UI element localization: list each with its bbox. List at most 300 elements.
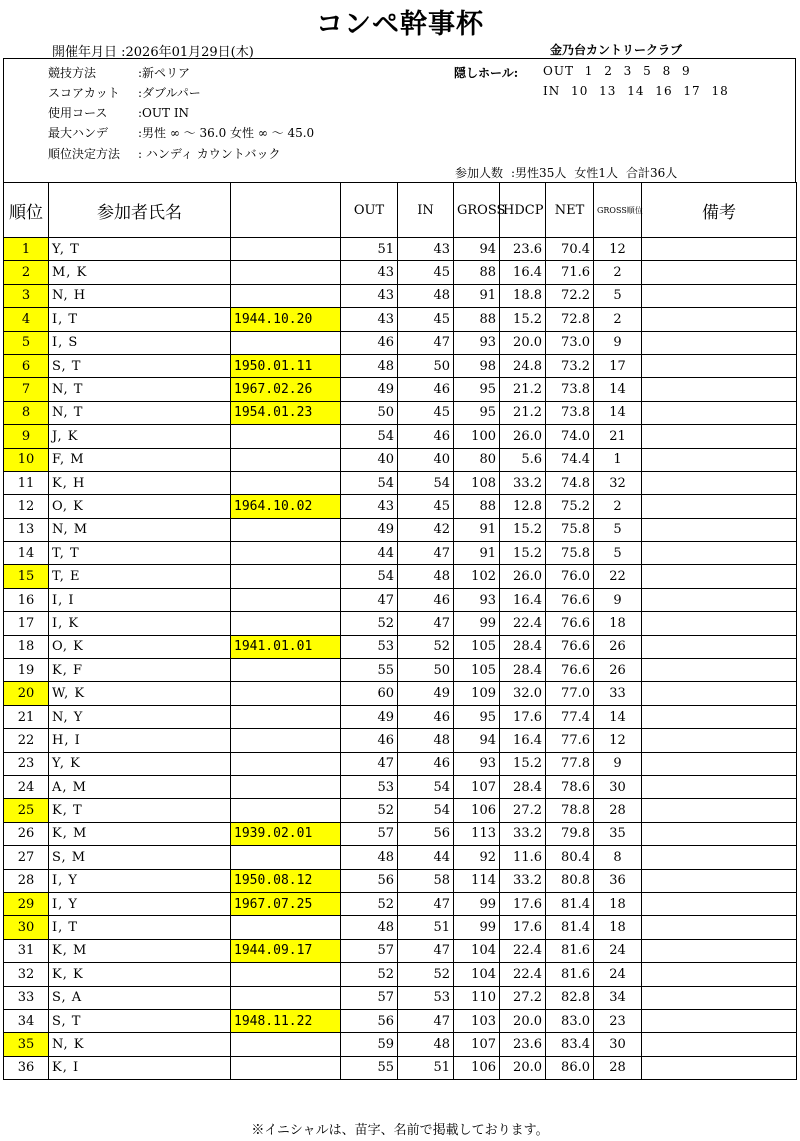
rank-cell: 16 <box>4 588 49 611</box>
hdcp-cell: 11.6 <box>500 846 546 869</box>
gross-cell: 80 <box>454 448 500 471</box>
out-cell: 48 <box>341 354 398 377</box>
hdcp-cell: 28.4 <box>500 659 546 682</box>
gross-cell: 88 <box>454 495 500 518</box>
gross-rank-cell: 5 <box>594 518 642 541</box>
in-cell: 45 <box>398 401 454 424</box>
hdcp-cell: 5.6 <box>500 448 546 471</box>
club-name: 金乃台カントリークラブ <box>550 43 683 57</box>
hdcp-cell: 16.4 <box>500 729 546 752</box>
table-row <box>4 1033 797 1056</box>
table-row <box>4 425 797 448</box>
out-cell: 43 <box>341 284 398 307</box>
gross-rank-cell: 8 <box>594 846 642 869</box>
table-row <box>4 261 797 284</box>
hdcp-cell: 27.2 <box>500 799 546 822</box>
hdcp-cell: 15.2 <box>500 308 546 331</box>
event-date: 開催年月日 :2026年01月29日(木) <box>52 45 254 60</box>
gross-cell: 106 <box>454 1056 500 1079</box>
name-cell: N, T <box>49 378 231 401</box>
net-cell: 81.4 <box>546 916 594 939</box>
in-cell: 54 <box>398 799 454 822</box>
name-cell: J, K <box>49 425 231 448</box>
name-cell: T, E <box>49 565 231 588</box>
out-cell: 60 <box>341 682 398 705</box>
name-cell: O, K <box>49 635 231 658</box>
in-cell: 47 <box>398 612 454 635</box>
gross-rank-cell: 33 <box>594 682 642 705</box>
info-maxhcp-value: :男性 ∞ 〜 36.0 女性 ∞ 〜 45.0 <box>138 126 315 140</box>
birthday-cell <box>231 682 341 705</box>
hdcp-cell: 17.6 <box>500 916 546 939</box>
gross-rank-cell: 18 <box>594 916 642 939</box>
birthday-cell <box>231 729 341 752</box>
note-cell <box>642 471 797 494</box>
birthday-cell: 1950.01.11 <box>231 354 341 377</box>
in-cell: 54 <box>398 775 454 798</box>
table-row <box>4 518 797 541</box>
note-cell <box>642 518 797 541</box>
gross-rank-cell: 23 <box>594 1009 642 1032</box>
out-cell: 53 <box>341 635 398 658</box>
net-cell: 77.8 <box>546 752 594 775</box>
hdcp-cell: 23.6 <box>500 238 546 261</box>
hdcp-cell: 23.6 <box>500 1033 546 1056</box>
gross-cell: 93 <box>454 588 500 611</box>
info-scorecut-label: スコアカット <box>48 86 120 100</box>
in-cell: 45 <box>398 261 454 284</box>
net-cell: 76.6 <box>546 588 594 611</box>
in-cell: 49 <box>398 682 454 705</box>
name-cell: I, I <box>49 588 231 611</box>
rank-cell: 10 <box>4 448 49 471</box>
gross-rank-cell: 24 <box>594 963 642 986</box>
note-cell <box>642 1033 797 1056</box>
table-row <box>4 963 797 986</box>
name-cell: K, K <box>49 963 231 986</box>
rank-cell: 1 <box>4 238 49 261</box>
name-cell: S, T <box>49 354 231 377</box>
out-cell: 54 <box>341 471 398 494</box>
name-cell: N, M <box>49 518 231 541</box>
gross-rank-cell: 14 <box>594 401 642 424</box>
name-cell: M, K <box>49 261 231 284</box>
note-cell <box>642 378 797 401</box>
in-cell: 47 <box>398 331 454 354</box>
net-cell: 74.8 <box>546 471 594 494</box>
in-cell: 47 <box>398 1009 454 1032</box>
gross-rank-cell: 2 <box>594 308 642 331</box>
net-cell: 78.6 <box>546 775 594 798</box>
gross-rank-cell: 9 <box>594 331 642 354</box>
info-rankrule-label: 順位決定方法 <box>48 147 121 161</box>
gross-rank-cell: 2 <box>594 495 642 518</box>
rank-cell: 24 <box>4 775 49 798</box>
table-row <box>4 308 797 331</box>
birthday-cell: 1939.02.01 <box>231 822 341 845</box>
hdcp-cell: 33.2 <box>500 471 546 494</box>
rank-cell: 36 <box>4 1056 49 1079</box>
rank-cell: 8 <box>4 401 49 424</box>
gross-cell: 105 <box>454 635 500 658</box>
name-cell: Y, T <box>49 238 231 261</box>
net-cell: 81.6 <box>546 963 594 986</box>
rank-cell: 32 <box>4 963 49 986</box>
gross-cell: 110 <box>454 986 500 1009</box>
birthday-cell <box>231 331 341 354</box>
header-hdcp: HDCP <box>500 183 546 238</box>
birthday-cell <box>231 471 341 494</box>
table-row <box>4 869 797 892</box>
note-cell <box>642 261 797 284</box>
birthday-cell <box>231 1033 341 1056</box>
hdcp-cell: 20.0 <box>500 1009 546 1032</box>
in-cell: 43 <box>398 238 454 261</box>
birthday-cell <box>231 1056 341 1079</box>
gross-cell: 114 <box>454 869 500 892</box>
header-rank: 順位 <box>4 183 49 238</box>
note-cell <box>642 612 797 635</box>
gross-cell: 88 <box>454 308 500 331</box>
rank-cell: 11 <box>4 471 49 494</box>
out-cell: 50 <box>341 401 398 424</box>
table-row <box>4 705 797 728</box>
gross-cell: 105 <box>454 659 500 682</box>
table-row <box>4 238 797 261</box>
note-cell <box>642 401 797 424</box>
out-cell: 48 <box>341 916 398 939</box>
in-cell: 47 <box>398 939 454 962</box>
name-cell: N, K <box>49 1033 231 1056</box>
participants-label: 参加人数 <box>455 166 504 180</box>
rank-cell: 30 <box>4 916 49 939</box>
hdcp-cell: 15.2 <box>500 518 546 541</box>
note-cell <box>642 963 797 986</box>
birthday-cell: 1944.10.20 <box>231 308 341 331</box>
rank-cell: 21 <box>4 705 49 728</box>
rank-cell: 5 <box>4 331 49 354</box>
net-cell: 80.4 <box>546 846 594 869</box>
out-cell: 52 <box>341 612 398 635</box>
birthday-cell <box>231 846 341 869</box>
gross-rank-cell: 30 <box>594 775 642 798</box>
hdcp-cell: 20.0 <box>500 1056 546 1079</box>
gross-rank-cell: 24 <box>594 939 642 962</box>
hdcp-cell: 21.2 <box>500 378 546 401</box>
name-cell: I, S <box>49 331 231 354</box>
note-cell <box>642 892 797 915</box>
hdcp-cell: 17.6 <box>500 705 546 728</box>
info-scorecut-value: :ダブルパー <box>138 86 201 100</box>
header-name: 参加者氏名 <box>49 183 231 238</box>
rank-cell: 4 <box>4 308 49 331</box>
table-row <box>4 1056 797 1079</box>
net-cell: 83.4 <box>546 1033 594 1056</box>
gross-rank-cell: 26 <box>594 659 642 682</box>
gross-cell: 104 <box>454 939 500 962</box>
gross-cell: 94 <box>454 238 500 261</box>
header-birthday <box>231 183 341 238</box>
out-cell: 40 <box>341 448 398 471</box>
note-cell <box>642 1056 797 1079</box>
name-cell: I, K <box>49 612 231 635</box>
gross-cell: 104 <box>454 963 500 986</box>
name-cell: T, T <box>49 542 231 565</box>
rank-cell: 22 <box>4 729 49 752</box>
hdcp-cell: 16.4 <box>500 261 546 284</box>
in-cell: 40 <box>398 448 454 471</box>
gross-rank-cell: 2 <box>594 261 642 284</box>
info-rankrule-value: : ハンディ カウントバック <box>138 147 281 161</box>
net-cell: 82.8 <box>546 986 594 1009</box>
note-cell <box>642 1009 797 1032</box>
name-cell: A, M <box>49 775 231 798</box>
out-cell: 51 <box>341 238 398 261</box>
birthday-cell: 1967.02.26 <box>231 378 341 401</box>
name-cell: K, I <box>49 1056 231 1079</box>
net-cell: 73.2 <box>546 354 594 377</box>
gross-rank-cell: 36 <box>594 869 642 892</box>
in-cell: 52 <box>398 963 454 986</box>
rank-cell: 15 <box>4 565 49 588</box>
gross-rank-cell: 9 <box>594 752 642 775</box>
gross-cell: 99 <box>454 916 500 939</box>
table-row <box>4 471 797 494</box>
net-cell: 76.6 <box>546 635 594 658</box>
out-cell: 55 <box>341 1056 398 1079</box>
hdcp-cell: 26.0 <box>500 425 546 448</box>
net-cell: 77.0 <box>546 682 594 705</box>
table-row <box>4 354 797 377</box>
birthday-cell: 1967.07.25 <box>231 892 341 915</box>
hdcp-cell: 32.0 <box>500 682 546 705</box>
table-row <box>4 775 797 798</box>
gross-rank-cell: 35 <box>594 822 642 845</box>
rank-cell: 2 <box>4 261 49 284</box>
gross-cell: 98 <box>454 354 500 377</box>
gross-cell: 99 <box>454 892 500 915</box>
rank-cell: 14 <box>4 542 49 565</box>
participants-count <box>455 164 685 181</box>
rank-cell: 6 <box>4 354 49 377</box>
table-row <box>4 916 797 939</box>
header-note: 備考 <box>642 183 797 238</box>
net-cell: 76.6 <box>546 659 594 682</box>
rank-cell: 19 <box>4 659 49 682</box>
birthday-cell <box>231 238 341 261</box>
rank-cell: 28 <box>4 869 49 892</box>
gross-cell: 107 <box>454 1033 500 1056</box>
header-in: IN <box>398 183 454 238</box>
note-cell <box>642 354 797 377</box>
out-cell: 49 <box>341 705 398 728</box>
name-cell: H, I <box>49 729 231 752</box>
gross-cell: 93 <box>454 331 500 354</box>
out-cell: 43 <box>341 261 398 284</box>
net-cell: 81.4 <box>546 892 594 915</box>
in-cell: 47 <box>398 892 454 915</box>
hdcp-cell: 28.4 <box>500 635 546 658</box>
name-cell: S, M <box>49 846 231 869</box>
birthday-cell <box>231 775 341 798</box>
birthday-cell: 1948.11.22 <box>231 1009 341 1032</box>
table-row <box>4 659 797 682</box>
gross-rank-cell: 14 <box>594 378 642 401</box>
in-cell: 42 <box>398 518 454 541</box>
birthday-cell: 1964.10.02 <box>231 495 341 518</box>
birthday-cell <box>231 612 341 635</box>
rank-cell: 17 <box>4 612 49 635</box>
name-cell: I, T <box>49 308 231 331</box>
in-cell: 46 <box>398 378 454 401</box>
rank-cell: 26 <box>4 822 49 845</box>
net-cell: 73.8 <box>546 378 594 401</box>
out-cell: 44 <box>341 542 398 565</box>
out-cell: 54 <box>341 425 398 448</box>
net-cell: 77.4 <box>546 705 594 728</box>
name-cell: I, Y <box>49 892 231 915</box>
rank-cell: 25 <box>4 799 49 822</box>
note-cell <box>642 752 797 775</box>
net-cell: 75.8 <box>546 542 594 565</box>
net-cell: 71.6 <box>546 261 594 284</box>
out-cell: 52 <box>341 892 398 915</box>
in-cell: 46 <box>398 752 454 775</box>
out-cell: 53 <box>341 775 398 798</box>
out-cell: 48 <box>341 846 398 869</box>
note-cell <box>642 308 797 331</box>
hdcp-cell: 33.2 <box>500 869 546 892</box>
out-cell: 57 <box>341 986 398 1009</box>
gross-cell: 103 <box>454 1009 500 1032</box>
gross-rank-cell: 21 <box>594 425 642 448</box>
table-row <box>4 799 797 822</box>
out-cell: 52 <box>341 963 398 986</box>
info-course-value: :OUT IN <box>138 106 190 120</box>
hdcp-cell: 28.4 <box>500 775 546 798</box>
hdcp-cell: 33.2 <box>500 822 546 845</box>
gross-cell: 92 <box>454 846 500 869</box>
in-cell: 47 <box>398 542 454 565</box>
note-cell <box>642 495 797 518</box>
note-cell <box>642 939 797 962</box>
out-cell: 57 <box>341 822 398 845</box>
note-cell <box>642 705 797 728</box>
rank-cell: 27 <box>4 846 49 869</box>
hdcp-cell: 18.8 <box>500 284 546 307</box>
gross-cell: 91 <box>454 284 500 307</box>
participants-female: 女性1人 <box>574 166 618 180</box>
name-cell: K, H <box>49 471 231 494</box>
gross-rank-cell: 28 <box>594 799 642 822</box>
hdcp-cell: 15.2 <box>500 752 546 775</box>
name-cell: K, M <box>49 822 231 845</box>
footnote: ※イニシャルは、苗字、名前で掲載しております。 <box>251 1123 549 1138</box>
gross-rank-cell: 22 <box>594 565 642 588</box>
rank-cell: 29 <box>4 892 49 915</box>
note-cell <box>642 588 797 611</box>
table-row <box>4 846 797 869</box>
net-cell: 73.8 <box>546 401 594 424</box>
net-cell: 74.4 <box>546 448 594 471</box>
gross-cell: 108 <box>454 471 500 494</box>
birthday-cell <box>231 518 341 541</box>
name-cell: O, K <box>49 495 231 518</box>
gross-cell: 100 <box>454 425 500 448</box>
net-cell: 73.0 <box>546 331 594 354</box>
gross-rank-cell: 26 <box>594 635 642 658</box>
hdcp-cell: 27.2 <box>500 986 546 1009</box>
name-cell: I, Y <box>49 869 231 892</box>
rank-cell: 12 <box>4 495 49 518</box>
table-row <box>4 588 797 611</box>
net-cell: 77.6 <box>546 729 594 752</box>
participants-total: 合計36人 <box>625 166 678 180</box>
table-row <box>4 448 797 471</box>
out-cell: 49 <box>341 378 398 401</box>
gross-rank-cell: 9 <box>594 588 642 611</box>
net-cell: 75.2 <box>546 495 594 518</box>
note-cell <box>642 986 797 1009</box>
net-cell: 86.0 <box>546 1056 594 1079</box>
gross-cell: 113 <box>454 822 500 845</box>
out-cell: 43 <box>341 495 398 518</box>
note-cell <box>642 846 797 869</box>
hdcp-cell: 24.8 <box>500 354 546 377</box>
hdcp-cell: 26.0 <box>500 565 546 588</box>
table-row <box>4 331 797 354</box>
out-cell: 49 <box>341 518 398 541</box>
name-cell: Y, K <box>49 752 231 775</box>
gross-cell: 91 <box>454 518 500 541</box>
rank-cell: 23 <box>4 752 49 775</box>
out-cell: 57 <box>341 939 398 962</box>
in-cell: 56 <box>398 822 454 845</box>
birthday-cell: 1950.08.12 <box>231 869 341 892</box>
info-rankrule <box>48 146 280 162</box>
header-net: NET <box>546 183 594 238</box>
in-cell: 45 <box>398 495 454 518</box>
name-cell: K, T <box>49 799 231 822</box>
net-cell: 76.0 <box>546 565 594 588</box>
table-row <box>4 892 797 915</box>
birthday-cell <box>231 261 341 284</box>
hidden-holes-in: IN 10 13 14 16 17 18 <box>543 84 729 98</box>
birthday-cell <box>231 752 341 775</box>
note-cell <box>642 659 797 682</box>
out-cell: 54 <box>341 565 398 588</box>
rank-cell: 7 <box>4 378 49 401</box>
out-cell: 46 <box>341 331 398 354</box>
participants-male: :男性35人 <box>511 166 567 180</box>
table-row <box>4 284 797 307</box>
note-cell <box>642 635 797 658</box>
name-cell: S, A <box>49 986 231 1009</box>
note-cell <box>642 775 797 798</box>
birthday-cell <box>231 799 341 822</box>
gross-cell: 109 <box>454 682 500 705</box>
rank-cell: 31 <box>4 939 49 962</box>
gross-rank-cell: 28 <box>594 1056 642 1079</box>
gross-rank-cell: 12 <box>594 729 642 752</box>
out-cell: 52 <box>341 799 398 822</box>
net-cell: 78.8 <box>546 799 594 822</box>
out-cell: 55 <box>341 659 398 682</box>
info-maxhcp-label: 最大ハンデ <box>48 126 109 140</box>
table-header-row <box>4 183 797 238</box>
table-row <box>4 1009 797 1032</box>
header-out: OUT <box>341 183 398 238</box>
